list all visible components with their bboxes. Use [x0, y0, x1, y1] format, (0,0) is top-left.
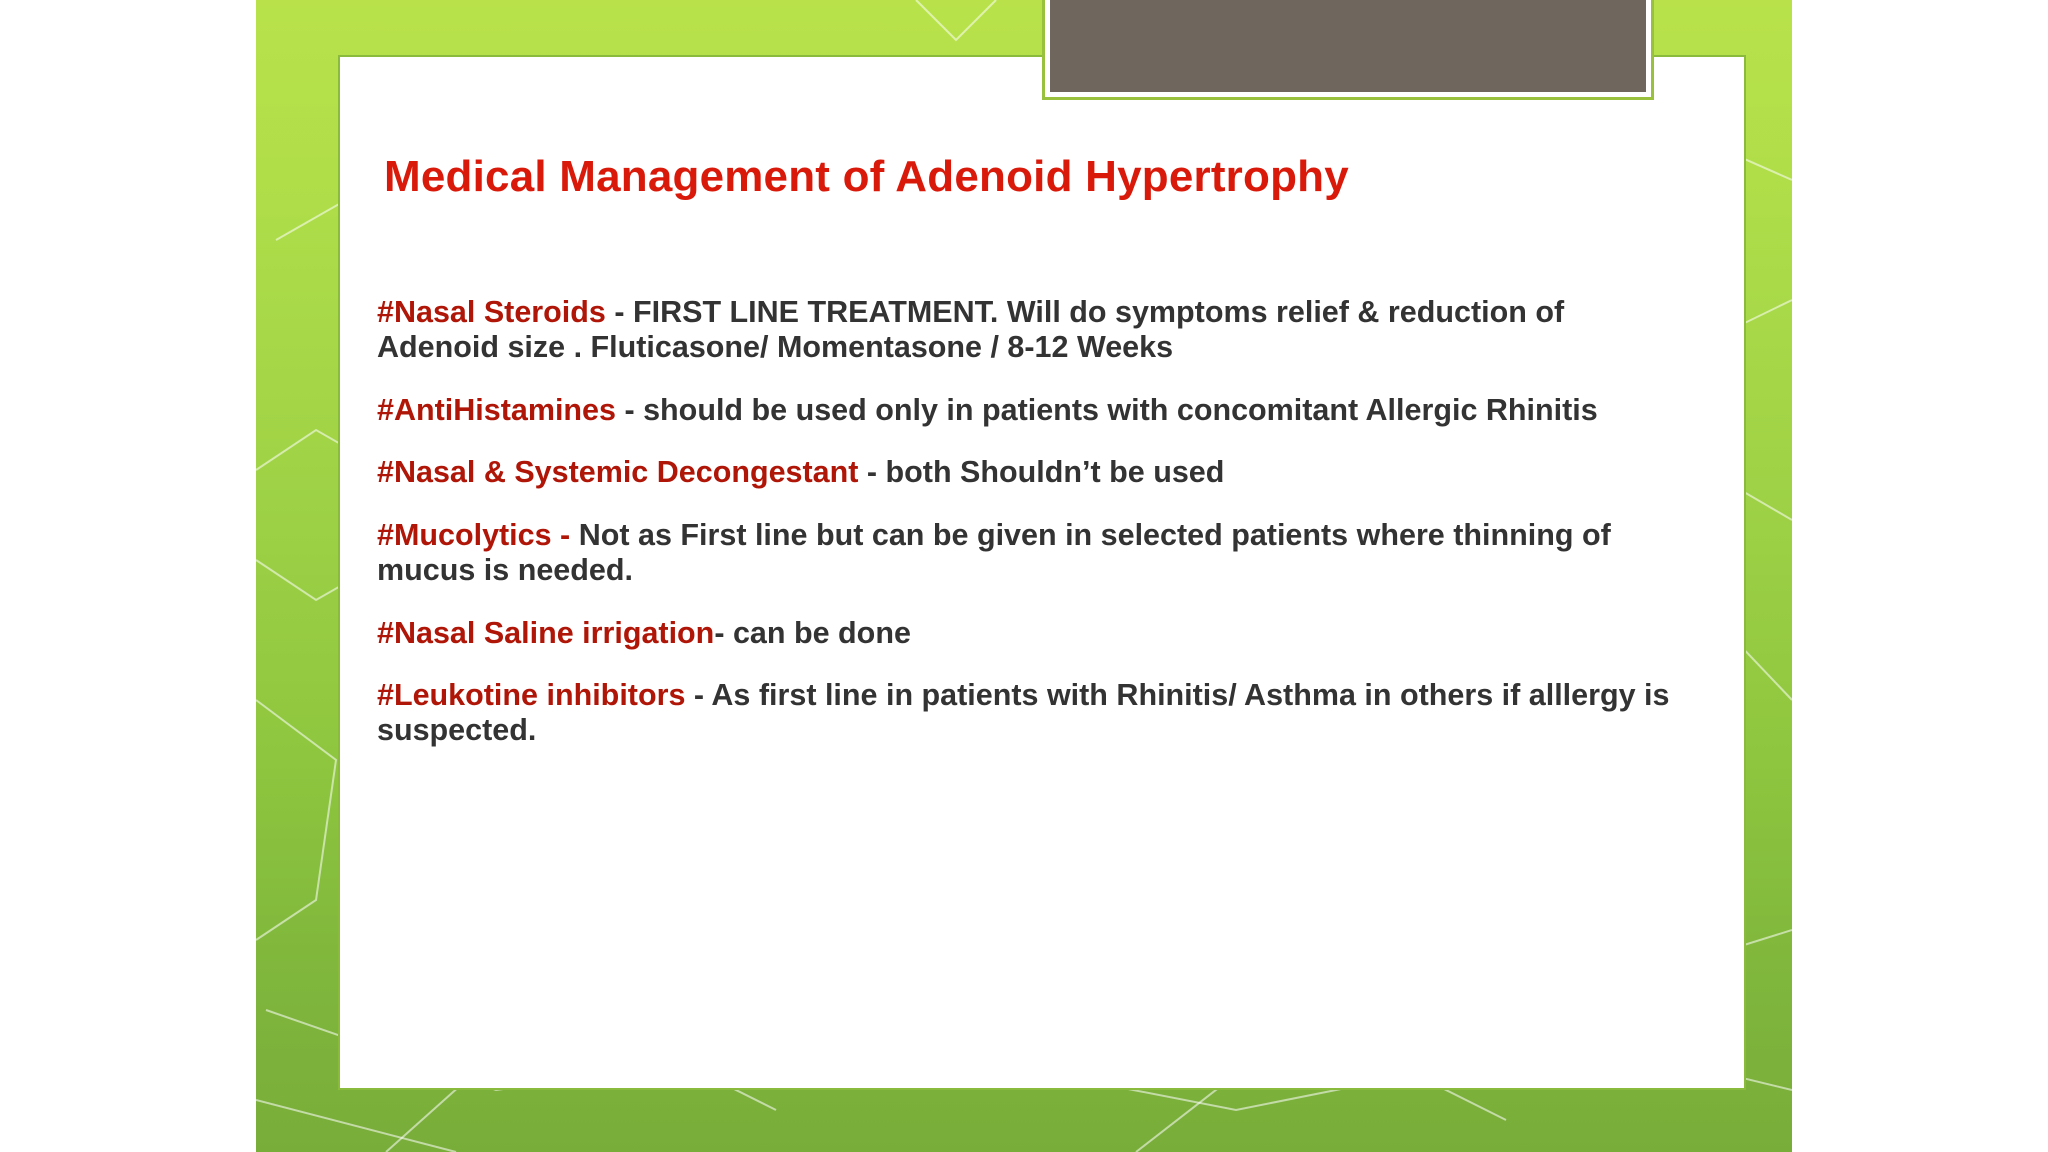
bullet-list [377, 295, 1677, 748]
list-item [377, 295, 1677, 365]
list-item-lead: #Nasal Steroids [377, 295, 606, 329]
list-item [377, 678, 1677, 748]
list-item [377, 455, 1677, 490]
list-item-text: - should be used only in patients with concomitant Allergic Rhinitis [615, 392, 1598, 427]
list-item-lead: #Leukotine inhibitors [377, 678, 686, 713]
list-item-lead: #Mucolytics - [377, 518, 571, 553]
list-item [377, 518, 1677, 588]
list-item-lead: #Nasal Saline irrigation [377, 615, 715, 650]
list-item-lead: #AntiHistamines [377, 392, 616, 427]
list-item [377, 616, 1677, 651]
image-placeholder-fill [1050, 0, 1646, 92]
list-item-text: - can be done [714, 615, 911, 650]
list-item-text: - both Shouldn’t be used [858, 455, 1225, 490]
list-item [377, 393, 1677, 428]
list-item-lead: #Nasal & Systemic Decongestant [377, 455, 859, 490]
list-item-text: - As first line in patients with Rhinitis/ Asthma in others if alllergy is suspected. [377, 678, 1670, 748]
page-title: Medical Management of Adenoid Hypertrophy [384, 152, 1349, 201]
image-placeholder [1042, 0, 1654, 100]
list-item-text: - FIRST LINE TREATMENT. Will do symptoms relief & reduction of Adenoid size . Fluticasone/ Momentasone / 8-12 Weeks [377, 295, 1565, 364]
list-item-text: Not as First line but can be given in selected patients where thinning of mucus is needed. [377, 518, 1611, 587]
